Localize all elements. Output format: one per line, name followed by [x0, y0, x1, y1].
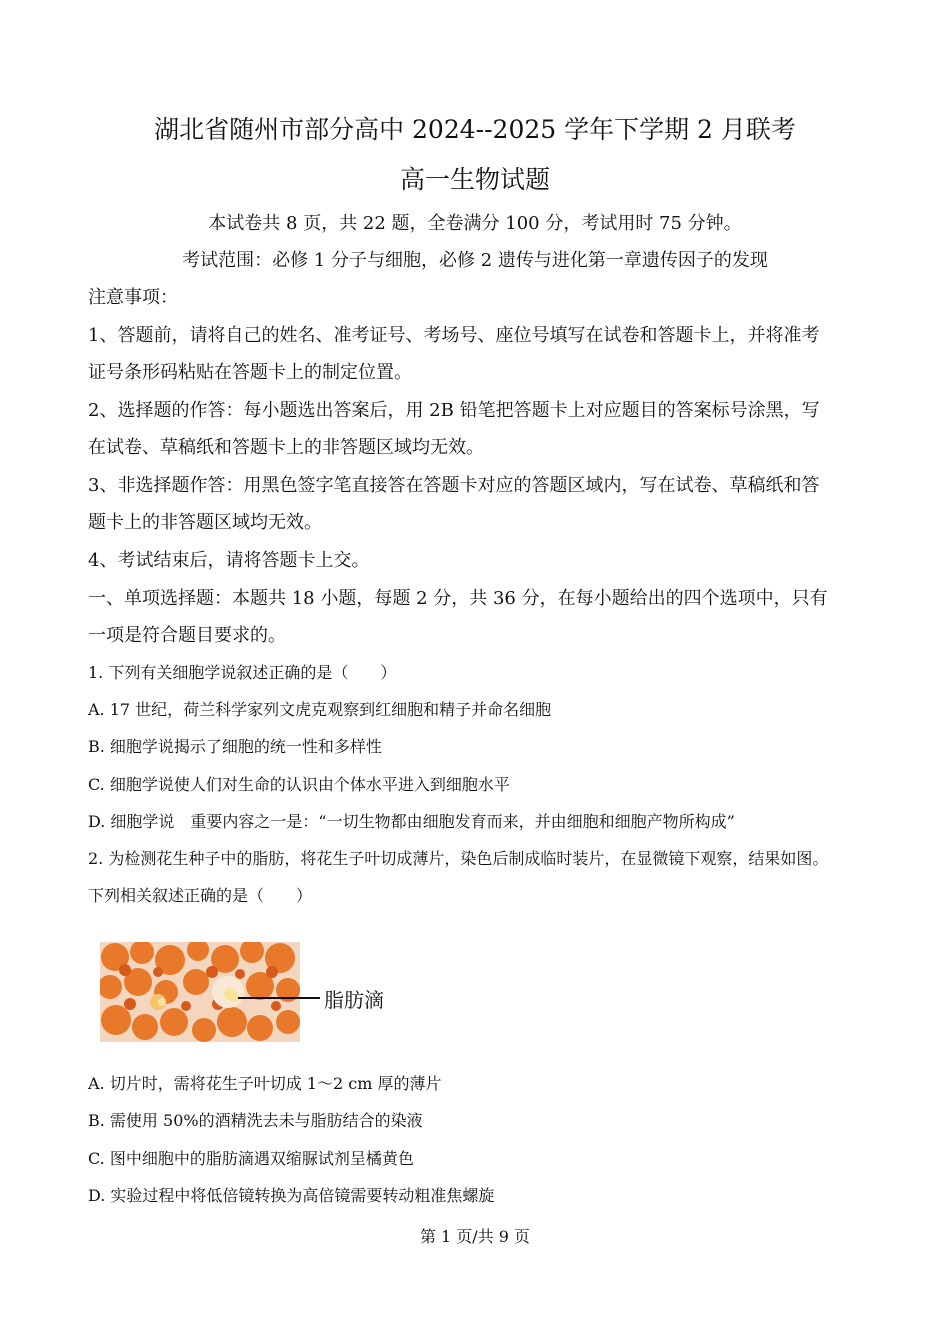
question-1-option-a: A. 17 世纪，荷兰科学家列文虎克观察到红细胞和精子并命名细胞 [88, 700, 552, 719]
note-line: 题卡上的非答题区域均无效。 [88, 512, 322, 533]
question-2-option-b: B. 需使用 50%的酒精洗去未与脂肪结合的染液 [88, 1111, 423, 1130]
exam-title: 湖北省随州市部分高中 2024--2025 学年下学期 2 月联考 [154, 115, 796, 144]
exam-info-line-2: 考试范围：必修 1 分子与细胞，必修 2 遗传与进化第一章遗传因子的发现 [182, 250, 768, 271]
note-line: 2、选择题的作答：每小题选出答案后，用 2B 铅笔把答题卡上对应题目的答案标号涂黑，写 [88, 400, 820, 421]
question-1-option-c: C. 细胞学说使人们对生命的认识由个体水平进入到细胞水平 [88, 775, 510, 794]
question-2-stem-cont: 下列相关叙述正确的是（ ） [88, 886, 313, 905]
section-heading-cont: 一项是符合题目要求的。 [88, 625, 286, 646]
peanut-cells-image [100, 942, 300, 1042]
note-line: 在试卷、草稿纸和答题卡上的非答题区域均无效。 [88, 437, 484, 458]
figure-leader-line [238, 997, 320, 999]
note-line: 4、考试结束后，请将答题卡上交。 [88, 550, 370, 571]
note-line: 3、非选择题作答：用黑色签字笔直接答在答题卡对应的答题区域内，写在试卷、草稿纸和答 [88, 475, 820, 496]
question-1-stem: 1. 下列有关细胞学说叙述正确的是（ ） [88, 663, 397, 682]
note-line: 1、答题前，请将自己的姓名、准考证号、考场号、座位号填写在试卷和答题卡上，并将准考 [88, 325, 820, 346]
question-2-option-c: C. 图中细胞中的脂肪滴遇双缩脲试剂呈橘黄色 [88, 1149, 414, 1168]
question-2-option-a: A. 切片时，需将花生子叶切成 1～2 cm 厚的薄片 [88, 1074, 442, 1093]
notes-heading: 注意事项： [88, 287, 178, 308]
question-1-option-d: D. 细胞学说 重要内容之一是：“一切生物都由细胞发育而来，并由细胞和细胞产物所构成” [88, 812, 735, 831]
page-number: 第 1 页/共 9 页 [419, 1227, 531, 1246]
exam-subject-title: 高一生物试题 [399, 165, 550, 194]
exam-info-line-1: 本试卷共 8 页，共 22 题，全卷满分 100 分，考试用时 75 分钟。 [208, 213, 742, 234]
figure-label-fat-droplet: 脂肪滴 [324, 988, 384, 1012]
question-1-option-b: B. 细胞学说揭示了细胞的统一性和多样性 [88, 737, 382, 756]
note-line: 证号条形码粘贴在答题卡上的制定位置。 [88, 362, 412, 383]
section-heading: 一、单项选择题：本题共 18 小题，每题 2 分，共 36 分，在每小题给出的四个选项中，只有 [88, 588, 828, 609]
question-2-stem: 2. 为检测花生种子中的脂肪，将花生子叶切成薄片，染色后制成临时装片，在显微镜下观察，结果如图。 [88, 849, 829, 868]
micrograph-figure [100, 942, 300, 1042]
question-2-option-d: D. 实验过程中将低倍镜转换为高倍镜需要转动粗准焦螺旋 [88, 1186, 495, 1205]
